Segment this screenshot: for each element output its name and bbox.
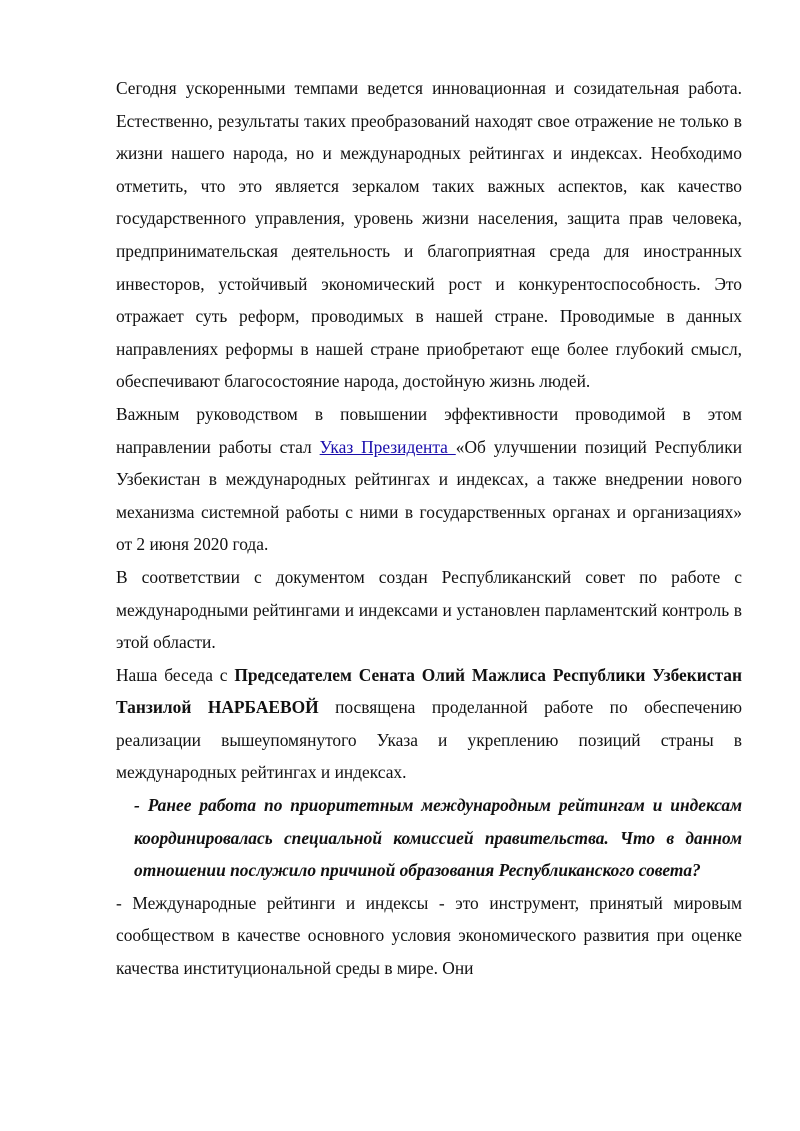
paragraph-interview: [116, 659, 742, 789]
decree-link[interactable]: Указ Президента: [319, 436, 456, 457]
paragraph-interview-rest: посвящена проделанной работе по обеспечению реализации вышеупомянутого Указа и укреплению позиций страны в международных рейтингах и индексах.: [116, 697, 742, 783]
interviewee-name: Председателем Сената Олий Мажлиса Республики Узбекистан Танзилой НАРБАЕВОЙ: [116, 664, 742, 718]
document-page: [116, 72, 742, 985]
paragraph-decree-lead: Важным руководством в повышении эффективности проводимой в этом направлении работы стал: [116, 403, 742, 457]
paragraph-council: В соответствии с документом создан Республиканский совет по работе с международными рейтингами и индексами и установлен парламентский контроль в этой области.: [116, 566, 742, 653]
interview-answer: - Международные рейтинги и индексы - это инструмент, принятый мировым сообществом в качестве основного условия экономического развития при оценке качества институциональной среды в мире. Они: [116, 892, 742, 979]
paragraph-decree: [116, 398, 742, 561]
paragraph-interview-lead: Наша беседа с: [116, 664, 235, 685]
paragraph-decree-rest: «Об улучшении позиций Республики Узбекистан в международных рейтингах и индексах, а также внедрении нового механизма системной работы с ними в государственных органах и организациях» от 2 июня 2020 года.: [116, 436, 742, 555]
paragraph-intro: Сегодня ускоренными темпами ведется инновационная и созидательная работа. Естественно, результаты таких преобразований находят свое отражение не только в жизни нашего народа, но и международных рейтингах и индексах. Необходимо отметить, что это является зеркалом таких важных аспектов, как качество государственного управления, уровень жизни населения, защита прав человека, предпринимательская деятельность и благоприятная среда для иностранных инвесторов, устойчивый экономический рост и конкурентоспособность. Это отражает суть реформ, проводимых в нашей стране. Проводимые в данных направлениях реформы в нашей стране приобретают еще более глубокий смысл, обеспечивают благосостояние народа, достойную жизнь людей.: [116, 78, 742, 392]
interview-question: - Ранее работа по приоритетным международным рейтингам и индексам координировалась специальной комиссией правительства. Что в данном отношении послужило причиной образования Республиканского совета?: [134, 795, 742, 881]
